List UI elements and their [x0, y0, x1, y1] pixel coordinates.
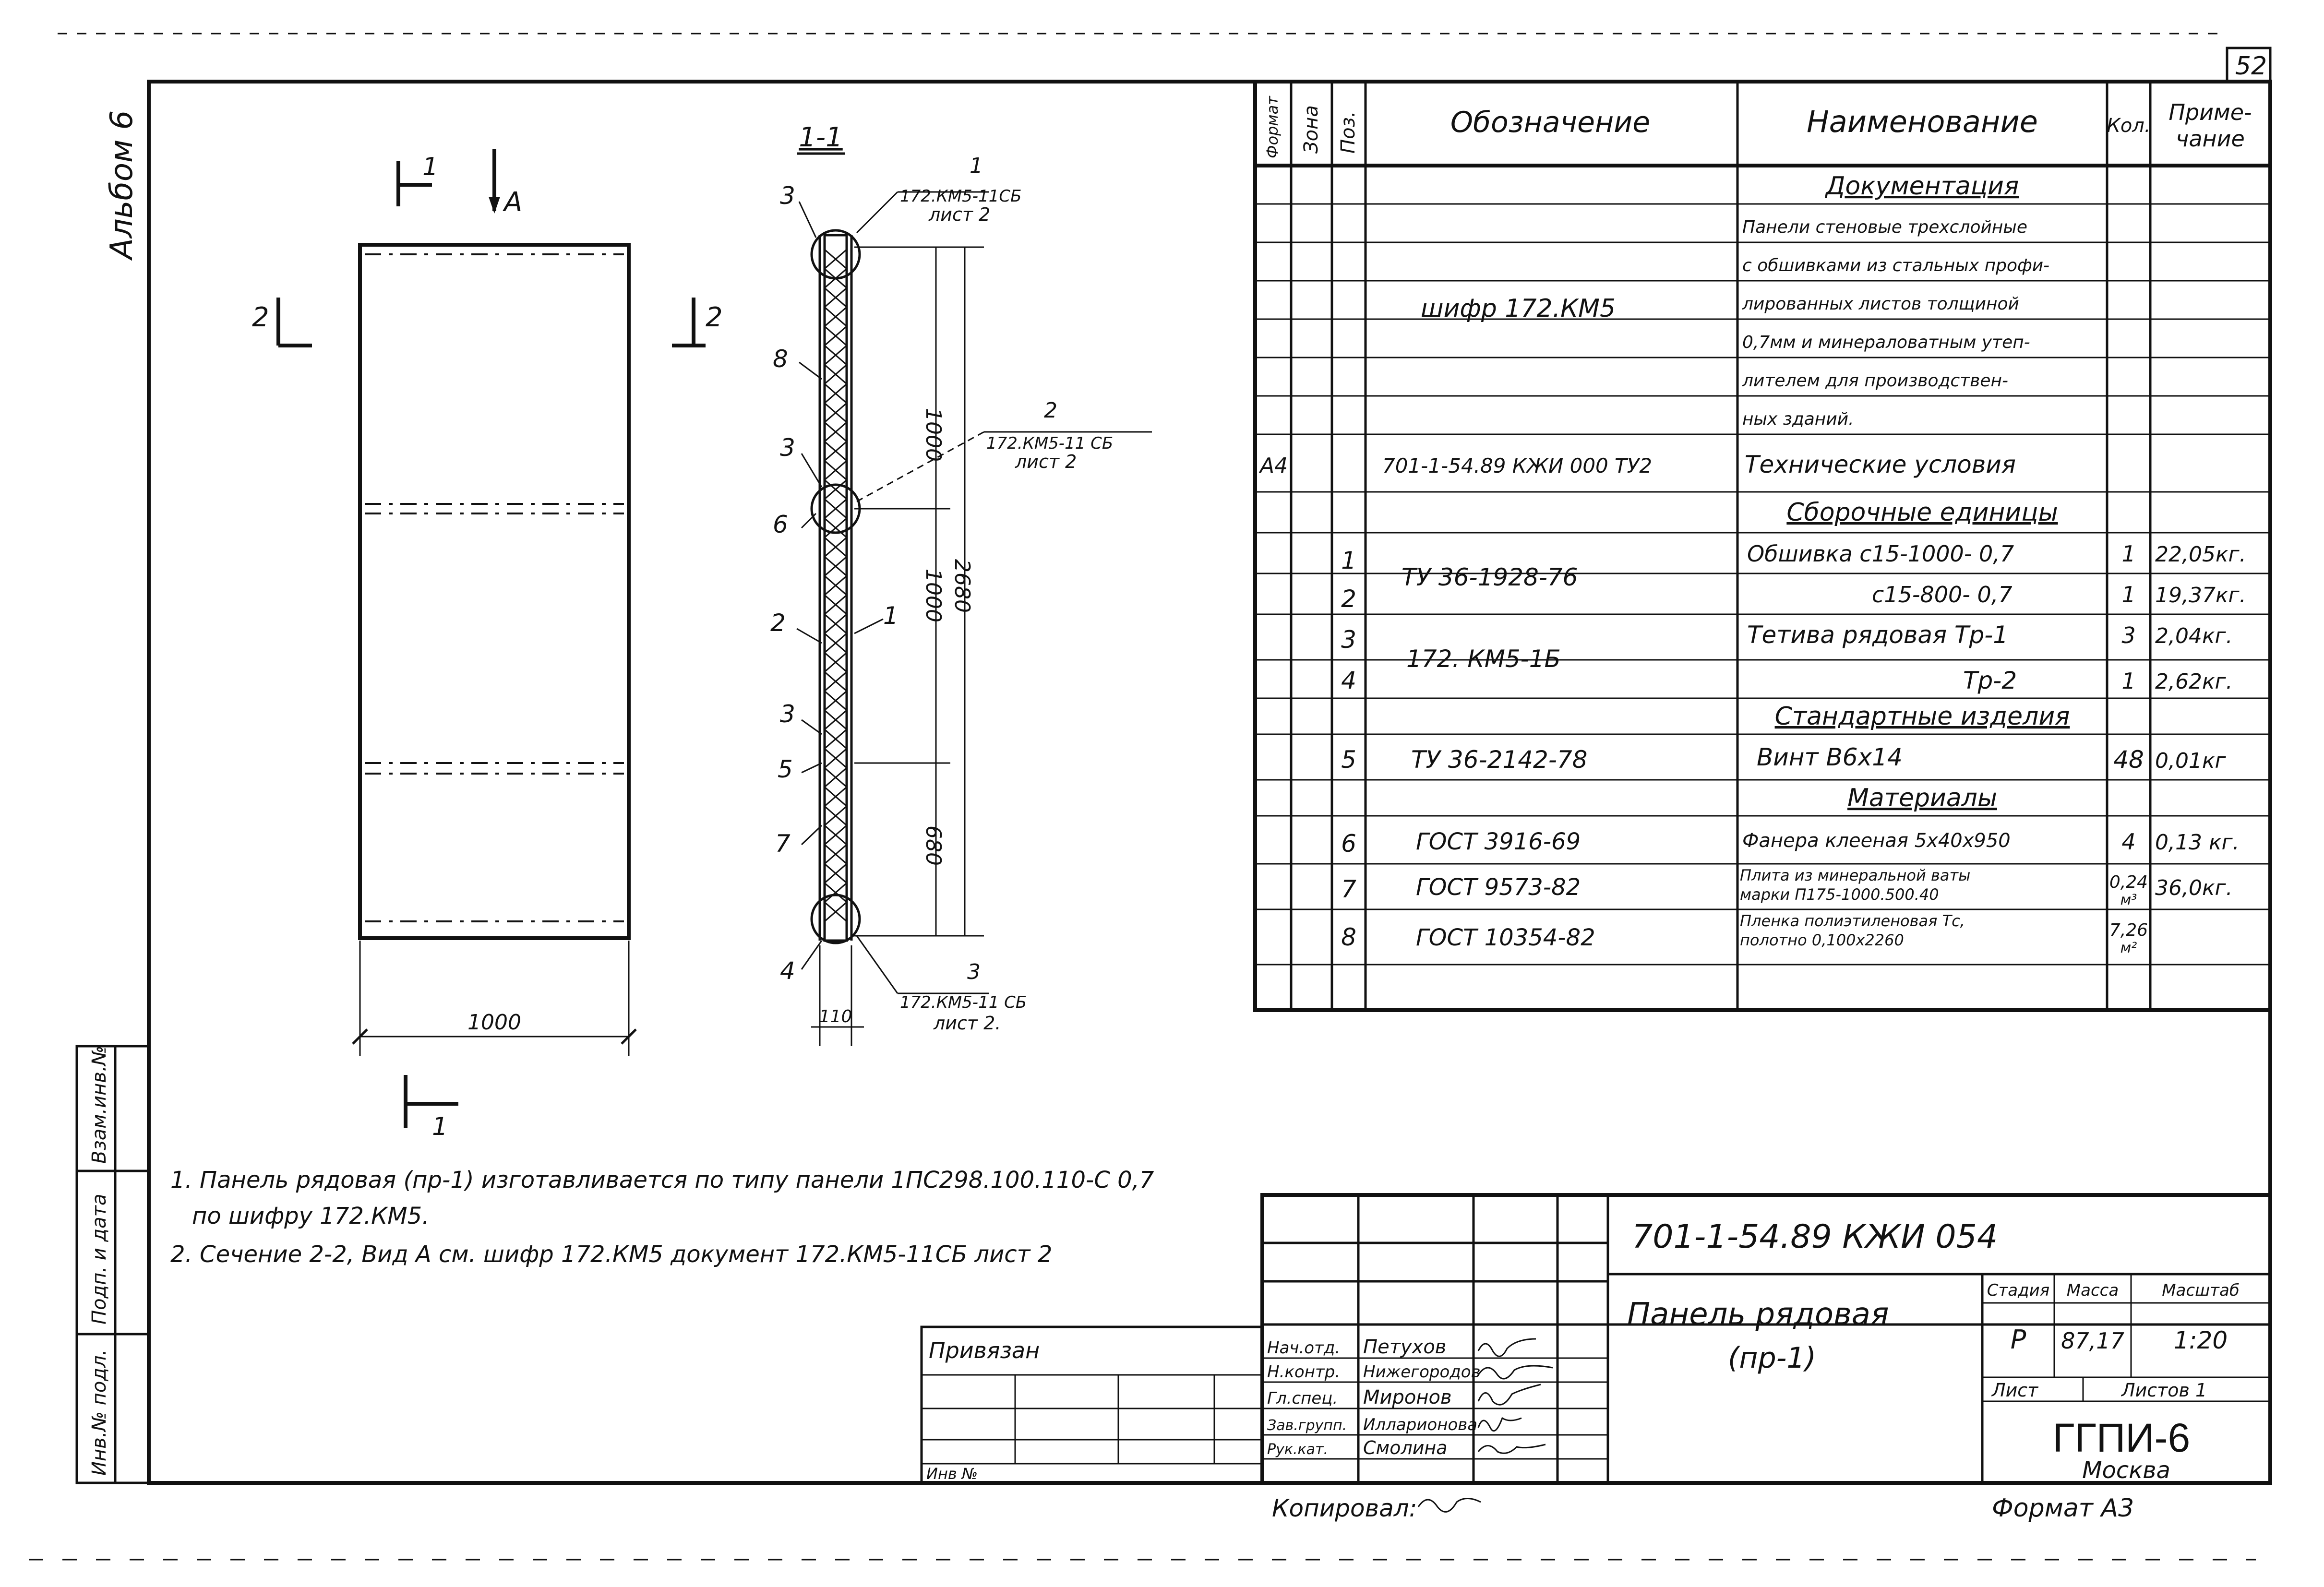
item-8-designation: ГОСТ 10354-82: [1416, 924, 1595, 951]
signer-2-name: Нижегородов: [1363, 1362, 1481, 1382]
sheet-label: Лист: [1992, 1380, 2038, 1401]
svg-text:5: 5: [778, 755, 793, 783]
header-format: Формат: [1263, 96, 1282, 158]
doc-line-5: лителем для производствен-: [1742, 371, 2009, 391]
signature-1: [1478, 1339, 1536, 1356]
panel-elevation: [252, 149, 723, 1141]
tech-format: А4: [1260, 453, 1288, 478]
header-name: Наименование: [1807, 104, 2038, 139]
detail-ref-mid: [857, 398, 1152, 501]
dim-680: 680: [921, 825, 946, 866]
inv-no-label: Инв №: [926, 1465, 978, 1483]
svg-text:1: 1: [883, 602, 898, 630]
signature-5: [1478, 1444, 1545, 1453]
note-line-2: по шифру 172.КМ5.: [192, 1203, 430, 1229]
svg-text:3: 3: [967, 960, 981, 984]
left-margin-stamp: [77, 1046, 149, 1483]
sheets-label: Листов 1: [2121, 1380, 2207, 1401]
signer-1-role: Нач.отд.: [1267, 1338, 1341, 1358]
signer-2-role: Н.контр.: [1267, 1362, 1341, 1382]
mass-label: Масса: [2066, 1281, 2119, 1300]
item-7-name-2: марки П175-1000.500.40: [1740, 885, 1939, 904]
title-code: 701-1-54.89 КЖИ 054: [1632, 1218, 1998, 1256]
tech-name: Технические условия: [1745, 451, 2016, 478]
view-mark-a: [489, 149, 522, 218]
item-6-note: 0,13 кг.: [2155, 830, 2240, 855]
svg-text:1: 1: [422, 153, 439, 181]
item-8-qty-1: 7,26: [2109, 920, 2148, 940]
item-6-pos: 6: [1341, 830, 1356, 858]
section-mark-1-bottom: [406, 1075, 458, 1141]
doc-line-3: лированных листов толщиной: [1742, 294, 2019, 314]
tech-designation: 701-1-54.89 КЖИ 000 ТУ2: [1382, 454, 1653, 477]
item-3-designation: 172. КМ5-1Б: [1406, 645, 1561, 673]
doc-line-6: ных зданий.: [1742, 409, 1854, 429]
sheet-number: 52: [2235, 52, 2267, 81]
signature-3: [1478, 1384, 1541, 1405]
notes: [170, 1167, 1154, 1268]
header-note-1: Приме-: [2168, 99, 2252, 125]
podp-data-label: Подп. и дата: [88, 1193, 110, 1324]
svg-text:2: 2: [1044, 398, 1057, 423]
stage-label: Стадия: [1987, 1281, 2050, 1300]
signer-5-role: Рук.кат.: [1267, 1441, 1329, 1458]
item-5-pos: 5: [1341, 746, 1356, 774]
item-6-name: Фанера клееная 5х40х950: [1742, 830, 2011, 852]
item-6-designation: ГОСТ 3916-69: [1416, 828, 1581, 855]
doc-line-1: Панели стеновые трехслойные: [1742, 217, 2027, 237]
detail-ref-top: [857, 154, 1021, 233]
svg-text:172.КМ5-11 СБ: 172.КМ5-11 СБ: [900, 993, 1027, 1012]
item-7-note: 36,0кг.: [2155, 876, 2233, 900]
panel-outline: [360, 245, 629, 938]
item-3-name: Тетива рядовая Тр-1: [1747, 621, 2009, 649]
item-7-name-1: Плита из минеральной ваты: [1740, 866, 1971, 884]
section-assembly: Сборочные единицы: [1786, 498, 2058, 527]
privyazan-block: [922, 1327, 1262, 1483]
svg-text:8: 8: [773, 345, 788, 373]
header-qty: Кол.: [2107, 115, 2151, 137]
signature-2: [1478, 1366, 1553, 1379]
section-1-1: [770, 122, 1152, 1046]
album-label: Альбом 6: [104, 110, 140, 259]
svg-text:1000: 1000: [467, 1010, 521, 1035]
section-mark-1-top: [398, 153, 438, 206]
item-2-pos: 2: [1341, 585, 1356, 613]
scale-value: 1:20: [2173, 1326, 2228, 1354]
item-2-qty: 1: [2121, 582, 2136, 608]
item-4-note: 2,62кг.: [2155, 669, 2233, 694]
sheet-frame: [149, 82, 2270, 1483]
header-designation: Обозначение: [1450, 106, 1651, 139]
section-mark-2-right: [672, 298, 723, 346]
inv-podl-label: Инв.№ подл.: [88, 1349, 110, 1476]
item-8-qty-2: м²: [2120, 940, 2137, 956]
svg-text:172.КМ5-11 СБ: 172.КМ5-11 СБ: [986, 434, 1114, 453]
title-line-2: (пр-1): [1728, 1341, 1816, 1375]
svg-text:1: 1: [970, 154, 983, 178]
item-7-pos: 7: [1341, 875, 1356, 903]
title-line-1: Панель рядовая: [1627, 1297, 1889, 1332]
format-label: Формат А3: [1992, 1494, 2134, 1523]
svg-text:лист 2: лист 2: [929, 204, 991, 225]
item-1-name: Обшивка с15-1000- 0,7: [1747, 541, 2014, 567]
item-5-designation: ТУ 36-2142-78: [1411, 746, 1588, 774]
specification-table: [1255, 82, 2270, 1010]
section-title: 1-1: [799, 122, 843, 153]
signer-4-name: Илларионова: [1363, 1415, 1478, 1434]
item-7-qty-2: м³: [2120, 892, 2137, 908]
svg-text:4: 4: [780, 957, 795, 985]
item-5-name: Винт В6х14: [1757, 743, 1903, 771]
doc-line-2: с обшивками из стальных профи-: [1742, 256, 2050, 275]
svg-text:лист 2.: лист 2.: [934, 1013, 1001, 1034]
note-line-1: 1. Панель рядовая (пр-1) изготавливается по типу панели 1ПС298.100.110-С 0,7: [170, 1167, 1154, 1193]
item-7-designation: ГОСТ 9573-82: [1416, 874, 1581, 901]
signature-4: [1478, 1418, 1521, 1431]
item-8-name-2: полотно 0,100х2260: [1740, 931, 1904, 949]
svg-text:6: 6: [773, 511, 788, 538]
svg-text:7: 7: [775, 830, 791, 858]
svg-text:2: 2: [706, 302, 723, 333]
callouts: [770, 182, 898, 985]
section-standard: Стандартные изделия: [1774, 702, 2070, 731]
svg-text:172.КМ5-11СБ: 172.КМ5-11СБ: [900, 187, 1022, 206]
item-3-note: 2,04кг.: [2155, 624, 2233, 648]
dim-1000-a: 1000: [921, 408, 946, 462]
note-line-3: 2. Сечение 2-2, Вид А см. шифр 172.КМ5 документ 172.КМ5-11СБ лист 2: [170, 1241, 1053, 1268]
item-2-name: с15-800- 0,7: [1872, 582, 2013, 608]
svg-text:3: 3: [780, 700, 795, 728]
svg-text:3: 3: [780, 182, 795, 210]
item-7-qty-1: 0,24: [2109, 872, 2148, 892]
item-2-note: 19,37кг.: [2155, 583, 2246, 608]
item-1-designation: ТУ 36-1928-76: [1402, 563, 1578, 591]
section-dimensions: [811, 247, 984, 1046]
svg-text:A: A: [504, 187, 523, 218]
width-dimension: [353, 941, 636, 1056]
mass-value: 87,17: [2061, 1328, 2124, 1354]
copied-signature: [1418, 1499, 1481, 1512]
svg-text:лист 2: лист 2: [1015, 451, 1077, 472]
privyazan-label: Привязан: [929, 1337, 1040, 1363]
section-mark-2-left: [252, 298, 312, 346]
doc-designation: шифр 172.КМ5: [1421, 294, 1616, 323]
signer-3-name: Миронов: [1363, 1386, 1452, 1408]
item-1-qty: 1: [2121, 541, 2136, 567]
doc-line-4: 0,7мм и минераловатным утеп-: [1742, 333, 2030, 352]
item-4-pos: 4: [1341, 667, 1356, 694]
signer-4-role: Зав.групп.: [1267, 1417, 1347, 1434]
section-documentation: Документация: [1825, 172, 2019, 201]
title-block: [1262, 1195, 2270, 1484]
item-8-pos: 8: [1341, 923, 1356, 951]
stage-value: Р: [2010, 1324, 2026, 1355]
scale-label: Масштаб: [2162, 1281, 2240, 1300]
section-materials: Материалы: [1847, 784, 1997, 812]
item-6-qty: 4: [2121, 829, 2136, 855]
header-pos: Поз.: [1337, 111, 1359, 154]
item-4-qty: 1: [2121, 668, 2136, 694]
item-3-pos: 3: [1341, 626, 1356, 654]
signer-3-role: Гл.спец.: [1267, 1389, 1338, 1408]
svg-text:2: 2: [770, 609, 786, 637]
item-4-name: Тр-2: [1963, 667, 2017, 694]
header-zone: Зона: [1300, 105, 1322, 154]
header-note-2: чание: [2176, 126, 2245, 152]
org-name: ГГПИ-6: [2052, 1415, 2191, 1460]
signer-1-name: Петухов: [1363, 1336, 1447, 1358]
item-8-name-1: Пленка полиэтиленовая Тс,: [1740, 912, 1965, 930]
dim-2680: 2680: [950, 559, 974, 613]
org-city: Москва: [2082, 1457, 2170, 1484]
item-5-qty: 48: [2113, 746, 2144, 774]
copied-label: Копировал:: [1272, 1494, 1417, 1522]
detail-ref-bottom: [857, 936, 1027, 1034]
item-1-pos: 1: [1341, 547, 1356, 574]
dim-1000-b: 1000: [921, 569, 946, 622]
svg-text:3: 3: [780, 434, 795, 462]
item-1-note: 22,05кг.: [2155, 542, 2246, 567]
vzam-inv-label: Взам.инв.№: [88, 1045, 110, 1164]
item-5-note: 0,01кг: [2155, 749, 2226, 773]
signer-5-name: Смолина: [1363, 1437, 1448, 1458]
dim-110: 110: [819, 1007, 852, 1026]
svg-text:2: 2: [252, 302, 269, 333]
svg-text:1: 1: [432, 1112, 448, 1141]
item-3-qty: 3: [2121, 622, 2136, 648]
